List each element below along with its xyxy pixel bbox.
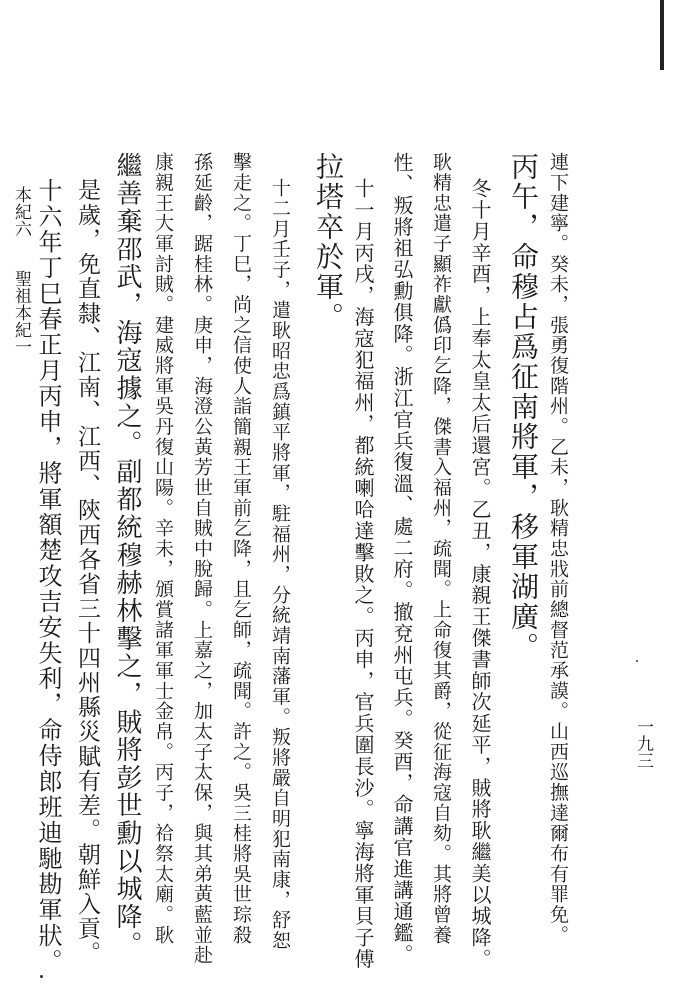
text-column-12: 繼善棄邵武，海寇據之。副都統穆赫林擊之，賊將彭世勳以城降。 xyxy=(112,152,142,959)
text-column-9: 擊走之。丁巳，尚之信使人詣簡親王軍前乞降，且乞師，疏聞。許之。吳三桂將吳世琮殺 xyxy=(230,152,252,945)
title-header: 聖祖本紀一 xyxy=(11,270,31,355)
text-column-10: 孫延齡，踞桂林。庚申，海澄公黃芳世自賊中脫歸。上嘉之，加太子太保，與其弟黃藍並赴 xyxy=(191,152,213,966)
text-column-7: 拉塔卒於軍。 xyxy=(312,152,345,332)
text-column-1: 連下建寧。癸未，張勇復階州。乙未，耿精忠戕前總督范承謨。山西巡撫達爾布有罪免。 xyxy=(547,152,569,945)
text-column-13: 是歲，免直隸、江南、江西、陝西各省三十四州縣災賦有差。朝鮮入貢。 xyxy=(74,178,100,966)
scan-speck xyxy=(40,975,43,978)
page-number: 一九三 xyxy=(633,718,653,769)
text-column-14: 十六年丁巳春正月丙申，將軍額楚攻吉安失利，命侍郎班迪馳勘軍狀。 xyxy=(34,178,62,975)
text-column-4: 耿精忠遣子顯祚獻僞印乞降，傑書入福州，疏聞。上命復其爵，從征海寇自劾。其將曾養 xyxy=(430,152,452,945)
text-column-11: 康親王大軍討賊。建威將軍吳丹復山陽。辛未，頒賞諸軍軍士金帛。丙子，祫祭太廟。耿 xyxy=(152,152,174,945)
scan-speck xyxy=(636,660,638,662)
text-column-6: 十一月丙戌，海寇犯福州，都統喇哈達擊敗之。丙申，官兵圍長沙。寧海將軍貝子傅 xyxy=(351,178,375,970)
scan-edge-mark xyxy=(660,0,664,70)
chapter-header: 本紀六 xyxy=(11,186,31,237)
text-column-5: 性、叛將祖弘勳俱降。浙江官兵復溫、處二府。撤兗州屯兵。癸酉，命講官進講通鑑。 xyxy=(390,152,414,966)
text-column-8: 十二月壬子，遣耿昭忠爲鎮平將軍，駐福州，分統靖南藩軍。叛將嚴自明犯南康，舒恕 xyxy=(269,178,291,951)
text-column-2: 丙午，命穆占爲征南將軍，移軍湖廣。 xyxy=(507,152,540,662)
text-column-3: 冬十月辛酉，上奉太皇太后還宮。乙丑，康親王傑書師次延平，賊將耿繼美以城降。 xyxy=(468,178,492,970)
